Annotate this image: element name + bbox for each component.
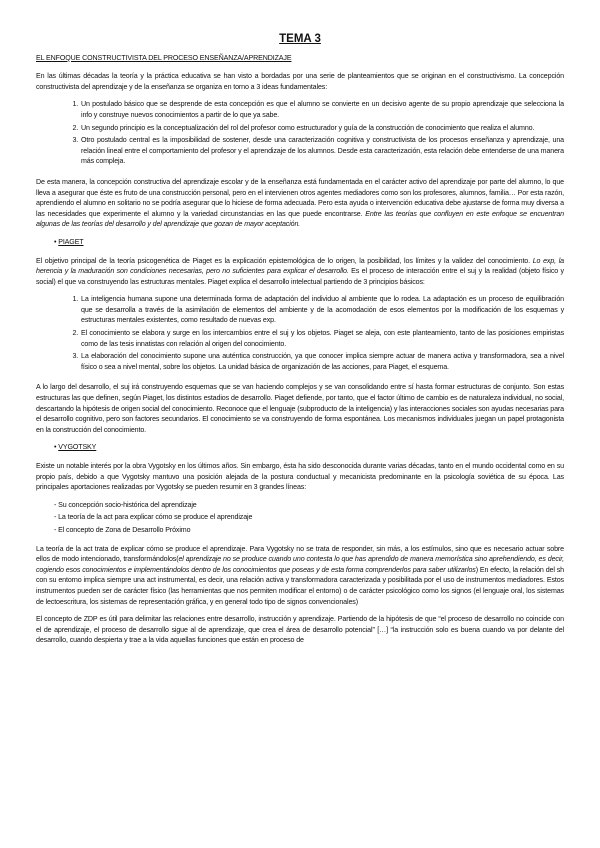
vygotsky-heading: • VYGOTSKY bbox=[54, 443, 97, 452]
ideas-list bbox=[36, 99, 564, 167]
principle-item: 2. El conocimiento se elabora y surge en los intercambios entre el suj y los objetos. Piaget se aleja, con este planteamiento, tanto de las posiciones empiristas como de las tesis innatistas con relación al origen del conocimiento. bbox=[80, 328, 564, 349]
piaget-heading-label: PIAGET bbox=[58, 237, 84, 246]
piaget-text-a: El objetivo principal de la teoría psicogenética de Piaget es la explicación epistemológica de lo origen, la posibilidad, los límites y la validez del conocimiento. bbox=[36, 256, 530, 265]
piaget-principles-list bbox=[36, 294, 564, 372]
section-heading: EL ENFOQUE CONSTRUCTIVISTA DEL PROCESO ENSEÑANZA/APRENDIZAJE bbox=[36, 53, 292, 62]
idea-item: 3. Otro postulado central es la imposibilidad de sostener, desde una caracterización cognitiva y constructivista de los procesos enseñanza y aprendizaje, una relación lineal entre el comportamiento del profesor y el aprendizaje de los alumnos. Desde esta caracterización, esta relación debe entenderse de una manera más compleja. bbox=[80, 135, 564, 167]
page-title: TEMA 3 bbox=[279, 33, 321, 45]
manera-text: De esta manera, la concepción constructiva del aprendizaje escolar y de la enseñanza está fundamentada en el carácter activo del aprendizaje por parte del alumno, lo que lleva a asegurar que éste es fruto de una construcción personal, pero en el intervienen otros agentes mediadores como son los profesores, alumnos, familia… Por esta razón, aprendiendo el alumno en solitario no se podría asegurar que lo hiciese de forma adecuada. Pero esta ayuda o intervención educativa debe ajustarse de forma muy diversa a las necesidades que experimente el alumno y la variedad circunstancias en las que puede encontrarse. bbox=[36, 177, 564, 218]
idea-item: 1. Un postulado básico que se desprende de esta concepción es que el alumno se convierte en un decisivo agente de su propio aprendizaje que selecciona la info y construye nuevos conocimientos a partir de lo que ya sabe. bbox=[80, 99, 564, 120]
piaget-heading: • PIAGET bbox=[54, 237, 84, 246]
vygotsky-line-item: - La teoría de la act para explicar cómo se produce el aprendizaje bbox=[54, 513, 253, 522]
piaget-text-b: Es el proceso de interacción entre el suj y la realidad (objeto físico y social) el que va construyendo las estructuras mentales. Piaget explica el desarrollo intelectual partiendo de 3 principios básicos: bbox=[36, 267, 564, 286]
vygotsky-lines-list bbox=[54, 500, 564, 536]
idea-item: 2. Un segundo principio es la conceptualización del rol del profesor como estructurador y guía de la construcción de conocimiento que realiza el alumno. bbox=[80, 123, 564, 134]
manera-paragraph bbox=[36, 177, 564, 230]
vygotsky-paragraph-3: El concepto de ZDP es útil para delimitar las relaciones entre desarrollo, instrucción y aprendizaje. Partiendo de la hipótesis de que “el proceso de desarrollo no coincide con el de aprendizaje, el proceso de desarrollo sigue al de aprendizaje, que crea el área de desarrollo potencial” […] “la instrucción solo es buena cuando va por delante del desarrollo, cuando despierta y trae a la vida aquellas funciones que están en proceso de bbox=[36, 615, 564, 645]
vygotsky-paragraph-2 bbox=[36, 544, 564, 608]
vygotsky-heading-label: VYGOTSKY bbox=[58, 443, 97, 452]
principle-item: 1. La inteligencia humana supone una determinada forma de adaptación del individuo al ambiente que lo rodea. La adaptación es un proceso de equilibración que se desarrolla a través de la asimilación de elementos del ambiente y de la acomodación de esos elementos por la modificación de los esquemas y estructuras mentales existentes, como resultado de nuevas exp. bbox=[80, 294, 564, 326]
principle-item: 3. La elaboración del conocimiento supone una auténtica construcción, ya que conocer implica siempre actuar de manera activa y transformadora, sea a nivel físico o sea a nivel mental, sobre los objetos. La unidad básica de organización de las acciones, para Piaget, el esquema. bbox=[80, 351, 564, 372]
vygotsky-line-item: - Su concepción socio-histórica del aprendizaje bbox=[54, 500, 197, 509]
intro-paragraph: En las últimas décadas la teoría y la práctica educativa se han visto a bordadas por una serie de planteamientos que se originan en el constructivismo. La concepción constructivista del aprendizaje y de la enseñanza se organiza en torno a 3 ideas fundamentales: bbox=[36, 72, 564, 91]
piaget-paragraph-2: A lo largo del desarrollo, el suj irá construyendo esquemas que se van haciendo complejos y se van consolidando entre sí hasta formar estructuras de conjunto. Son estas estructuras las que definen, según Piaget, los distintos estadios de desarrollo. Piaget defiende, por tanto, que el factor último de cambio es de naturaleza individual, no social, descartando la hipótesis de origen social del conocimiento. Reconoce que el lenguaje (subproducto de la inteligencia) y las interacciones sociales son ayudas necesarias para el desarrollo cognitivo, pero son factores secundarios. El conocimiento se va construyendo de forma espontánea. Los mecanismos individuales juegan un papel protagonista en la construcción del conocimiento. bbox=[36, 383, 564, 434]
vygotsky-line-item: - El concepto de Zona de Desarrollo Próximo bbox=[54, 525, 191, 534]
piaget-text-italic: Lo exp, la herencia y la maduración son condiciones necesarias, pero no suficientes para explicar el desarrollo. bbox=[36, 256, 564, 276]
vygotsky-text-a: La teoría de la act trata de explicar cómo se produce el aprendizaje. Para Vygotsky no se trata de responder, sin más, a los estímulos, sino que es necesario actuar sobre ellos de modo intencionado, transformándolos( bbox=[36, 544, 564, 564]
vygotsky-text-italic: el aprendizaje no se produce cuando uno contesta lo que has aprendido de manera memorística sino aprehendiendo, es decir, cogiendo esos conocimientos e implementándolos dentro de los conocimientos que poseas y de esta forma comprenderlos para saber utilizarlos bbox=[36, 555, 564, 574]
piaget-paragraph-1 bbox=[36, 256, 564, 288]
vygotsky-text-b: ) En efecto, la relación del sh con su entorno implica siempre una act instrumental, es decir, una relación activa y transformadora caracterizada y posibilitada por el uso de instrumentos mediadores. Estos instrumentos pueden ser de carácter físico (las herramientas que nos permiten modificar el entorno) o de carácter psicológico como los signos (el lenguaje oral, los sistemas de lectoescritura, los sistemas de representación gráfica, y en general todo tipo de signos convencionales) bbox=[36, 565, 564, 606]
manera-italic: Entre las teorías que confluyen en este enfoque se encuentran algunas de las teorías del desarrollo y del aprendizaje que gozan de mayor aceptación. bbox=[36, 209, 564, 229]
vygotsky-paragraph-1: Existe un notable interés por la obra Vygotsky en los últimos años. Sin embargo, ésta ha sido desconocida durante varias décadas, tanto en el mundo occidental como en su propio país, debido a que Vygotsky mantuvo una posición alejada de la postura conductual y mecanicista predominante en la psicología soviética de su época. Las principales aportaciones realizadas por Vygotsky se pueden resumir en 3 grandes líneas: bbox=[36, 462, 564, 492]
